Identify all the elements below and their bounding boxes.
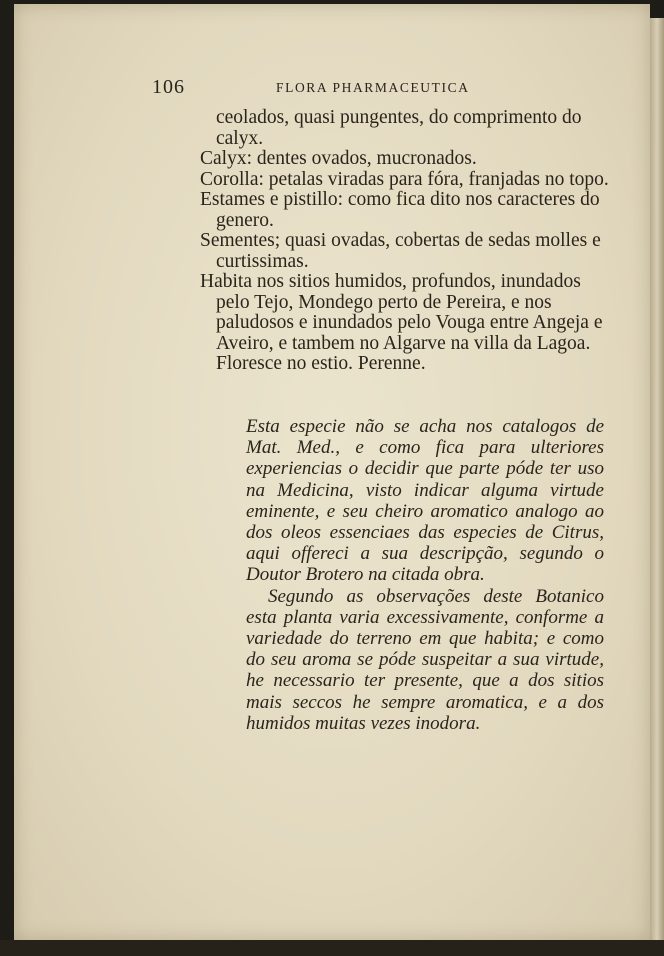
description-calyx: Calyx: dentes ovados, mucronados. (200, 148, 477, 169)
page-header (14, 76, 650, 98)
description-line: ceolados, quasi pungentes, do comprimento do calyx. (216, 107, 582, 149)
note-paragraph-1: Esta especie não se acha nos catalogos de Mat. Med., e como fica para ulteriores experiencias o decidir que parte póde ter uso na Medicina, visto indicar alguma virtude eminente, e seu cheiro aromatico analogo ao dos oleos essenciaes das especies de Citrus, aqui offereci a sua descripção, segundo o Doutor Brotero na citada obra. (246, 416, 604, 586)
page-edge-right (650, 18, 664, 946)
species-description (200, 108, 610, 375)
page-edge-bottom (0, 940, 664, 956)
description-corolla: Corolla: petalas viradas para fóra, franjadas no topo. (200, 168, 609, 190)
book-page (14, 4, 650, 940)
italic-note (246, 416, 604, 734)
description-stamens: Estames e pistillo: como fica dito nos caracteres do genero. (200, 189, 600, 231)
running-head: FLORA PHARMACEUTICA (276, 80, 470, 95)
note-paragraph-2: Segundo as observações deste Botanico esta planta varia excessivamente, conforme a variedade do terreno em que habita; e como do seu aroma se póde suspeitar a sua virtude, he necessario ter presente, que a dos sitios mais seccos he sempre aromatica, e a dos humidos muitas vezes inodora. (246, 585, 604, 734)
description-habitat: Habita nos sitios humidos, profundos, inundados pelo Tejo, Mondego perto de Pereira, e nos paludosos e inundados pelo Vouga entre Angeja e Aveiro, e tambem no Algarve na villa da Lagoa. Floresce no estio. Perenne. (200, 271, 603, 374)
page-number: 106 (152, 76, 185, 98)
description-seeds: Sementes; quasi ovadas, cobertas de sedas molles e curtissimas. (200, 230, 601, 272)
